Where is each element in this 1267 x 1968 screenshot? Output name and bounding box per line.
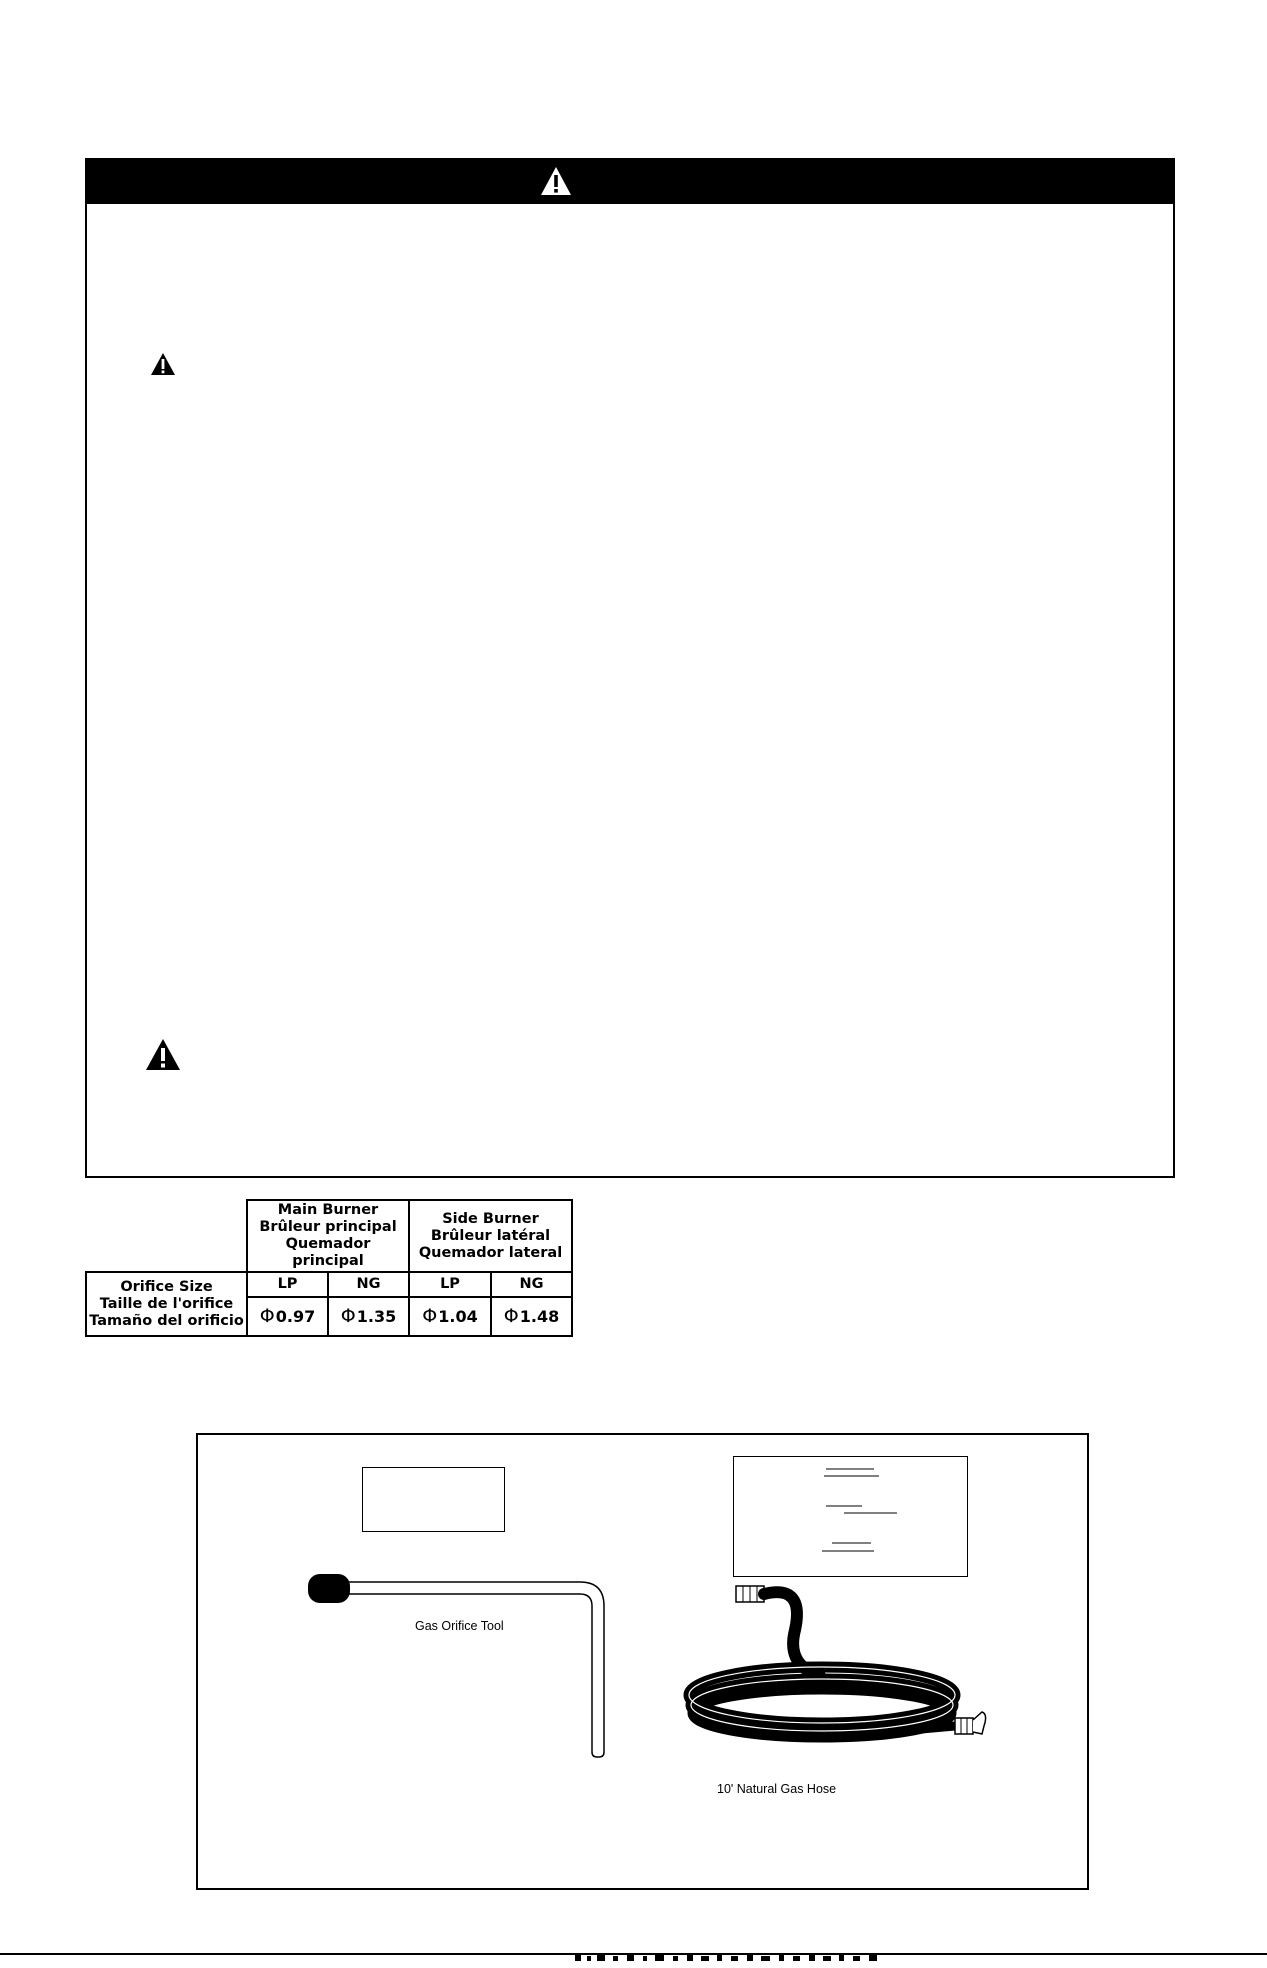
tool-label-box (362, 1467, 505, 1532)
warning-triangle-icon (540, 166, 572, 196)
gas-orifice-tool-illustration (305, 1570, 610, 1765)
diameter-symbol: Φ (422, 1305, 438, 1328)
table-corner (86, 1200, 247, 1272)
orifice-value-cell: Φ1.35 (328, 1297, 409, 1336)
orifice-size-row-label: Orifice Size Taille de l'orifice Tamaño del orificio (86, 1272, 247, 1336)
natural-gas-hose-caption: 10' Natural Gas Hose (717, 1782, 837, 1796)
gas-type-cell: NG (491, 1272, 572, 1297)
instruction-sheet-lines (734, 1457, 969, 1578)
main-burner-header: Main Burner Brûleur principal Quemador principal (247, 1200, 409, 1272)
orifice-value-cell: Φ1.48 (491, 1297, 572, 1336)
warning-triangle-icon (145, 1038, 181, 1071)
gas-type-cell: LP (409, 1272, 491, 1297)
warning-triangle-icon (150, 352, 176, 376)
diameter-symbol: Φ (503, 1305, 519, 1328)
warning-box (85, 158, 1175, 1178)
diameter-symbol: Φ (259, 1305, 275, 1328)
warning-header-bar (85, 158, 1175, 204)
natural-gas-hose-illustration (670, 1580, 990, 1775)
diameter-symbol: Φ (340, 1305, 356, 1328)
hose-instruction-sheet (733, 1456, 968, 1577)
orifice-value-cell: Φ0.97 (247, 1297, 328, 1336)
orifice-size-table (85, 1199, 573, 1337)
scan-artifact (575, 1950, 885, 1958)
gas-type-cell: LP (247, 1272, 328, 1297)
side-burner-header: Side Burner Brûleur latéral Quemador lateral (409, 1200, 572, 1272)
gas-type-cell: NG (328, 1272, 409, 1297)
orifice-value-cell: Φ1.04 (409, 1297, 491, 1336)
gas-orifice-tool-caption: Gas Orifice Tool (415, 1619, 504, 1633)
